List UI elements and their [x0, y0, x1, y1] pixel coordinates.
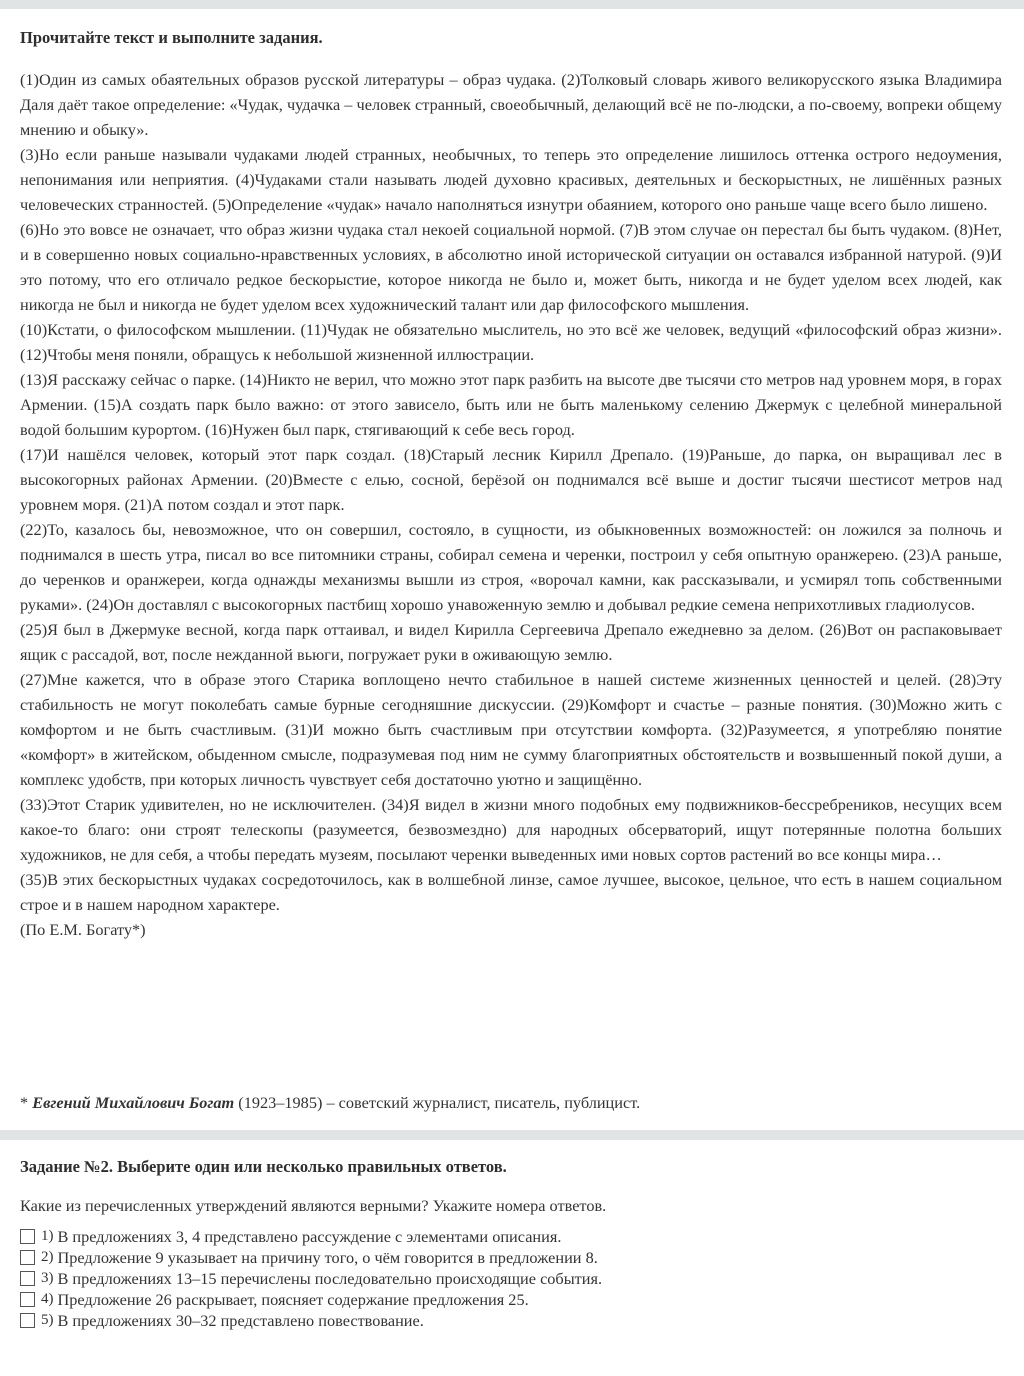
task-2-title: Задание №2. Выберите один или несколько правильных ответов. — [20, 1157, 507, 1176]
checkbox[interactable] — [20, 1229, 35, 1244]
option-text: В предложениях 3, 4 представлено рассуждение с элементами описания. — [57, 1226, 562, 1246]
checkbox[interactable] — [20, 1292, 35, 1307]
option-text: В предложениях 30–32 представлено повествование. — [57, 1310, 424, 1330]
paragraph: (17)И нашёлся человек, который этот парк создал. (18)Старый лесник Кирилл Дрепало. (19)Раньше, до парка, он выращивал лес в высокогорных районах Армении. (20)Вместе с елью, сосной, берёзой он поднимался всё выше и достиг тысячи шестисот метров над уровнем моря. (21)А потом создал и этот парк. — [20, 445, 1002, 514]
answer-options — [20, 1226, 602, 1331]
section-divider — [0, 1130, 1024, 1140]
paragraph: (25)Я был в Джермуке весной, когда парк оттаивал, и видел Кирилла Сергеевича Дрепало ежедневно за делом. (26)Вот он распаковывает ящик с рассадой, вот, после нежданной вьюги, погружает руки в оживающую землю. — [20, 620, 1002, 664]
option-text: Предложение 26 раскрывает, поясняет содержание предложения 25. — [57, 1289, 529, 1309]
footnote-text: (1923–1985) – советский журналист, писатель, публицист. — [234, 1093, 641, 1112]
reading-text — [20, 67, 1002, 942]
checkbox[interactable] — [20, 1313, 35, 1328]
option-text: Предложение 9 указывает на причину того, о чём говорится в предложении 8. — [57, 1247, 598, 1267]
option-number: 2) — [41, 1249, 54, 1265]
paragraph: (35)В этих бескорыстных чудаках сосредоточилось, как в волшебной линзе, самое лучшее, высокое, цельное, что есть в нашем социальном строе и в нашем народном характере. — [20, 870, 1002, 914]
paragraph: (13)Я расскажу сейчас о парке. (14)Никто не верил, что можно этот парк разбить на высоте две тысячи сто метров над уровнем моря, в горах Армении. (15)А создать парк было важно: от этого зависело, быть или не быть маленькому селению Джермук с целебной минеральной водой большим курортом. (16)Нужен был парк, стягивающий к себе весь город. — [20, 370, 1002, 439]
paragraph: (6)Но это вовсе не означает, что образ жизни чудака стал некоей социальной нормой. (7)В этом случае он перестал бы быть чудаком. (8)Нет, и в совершенно новых социально-нравственных условиях, в абсолютно иной исторической ситуации он оставался избранной натурой. (9)И это потому, что его отличало редкое бескорыстие, которое никогда не было и, может быть, никогда и не будет уделом всех людей, как никогда не был и никогда не будет уделом всех художнический талант или дар философского мышления. — [20, 220, 1002, 314]
paragraph: (10)Кстати, о философском мышлении. (11)Чудак не обязательно мыслитель, но это всё же человек, ведущий «философский образ жизни». (12)Чтобы меня поняли, обращусь к небольшой жизненной иллюстрации. — [20, 320, 1002, 364]
paragraph: (3)Но если раньше называли чудаками людей странных, необычных, то теперь это определение лишилось оттенка острого недоумения, непонимания или неприятия. (4)Чудаками стали называть людей духовно красивых, деятельных и бескорыстных, не лишённых разных человеческих странностей. (5)Определение «чудак» начало наполняться изнутри обаянием, которого оно раньше чаще всего было лишено. — [20, 145, 1002, 214]
option-text: В предложениях 13–15 перечислены последовательно происходящие события. — [57, 1268, 603, 1288]
option-number: 4) — [41, 1291, 54, 1307]
answer-option-3[interactable] — [20, 1268, 602, 1289]
option-number: 3) — [41, 1270, 54, 1286]
paragraph: (1)Один из самых обаятельных образов русской литературы – образ чудака. (2)Толковый словарь живого великорусского языка Владимира Даля даёт такое определение: «Чудак, чудачка – человек странный, своеобычный, делающий всё не по-людски, а по-своему, вопреки общему мнению и обыку». — [20, 70, 1002, 139]
checkbox[interactable] — [20, 1250, 35, 1265]
answer-option-4[interactable] — [20, 1289, 602, 1310]
footnote-marker: * — [20, 1093, 29, 1112]
top-divider — [0, 0, 1024, 9]
answer-option-2[interactable] — [20, 1247, 602, 1268]
option-number: 1) — [41, 1228, 54, 1244]
footnote-author: Евгений Михайлович Богат — [32, 1093, 235, 1112]
paragraph: (33)Этот Старик удивителен, но не исключителен. (34)Я видел в жизни много подобных ему подвижников-бессребреников, несущих всем какое-то благо: они строят телескопы (разумеется, безвозмездно) для народных обсерваторий, ищут потерянные полотна больших художников, не для себя, а чтобы передать музеям, посылают черенки выведенных ими новых сортов растений во все концы мира… — [20, 795, 1002, 864]
task-2-question: Какие из перечисленных утверждений являются верными? Укажите номера ответов. — [20, 1196, 607, 1215]
checkbox[interactable] — [20, 1271, 35, 1286]
option-number: 5) — [41, 1312, 54, 1328]
reading-task-title: Прочитайте текст и выполните задания. — [20, 28, 323, 47]
answer-option-5[interactable] — [20, 1310, 602, 1331]
paragraph: (27)Мне кажется, что в образе этого Старика воплощено нечто стабильное в нашей системе жизненных ценностей и целей. (28)Эту стабильность не могут поколебать самые бурные сегодняшние дискуссии. (29)Комфорт и счастье – разные понятия. (30)Можно жить с комфортом и не быть счастливым. (31)И можно быть счастливым при отсутствии комфорта. (32)Разумеется, я употребляю понятие «комфорт» в житейском, обыденном смысле, подразумевая под ним не сумму благоприятных обстоятельств и возвышенный покой души, а комплекс удобств, при которых личность чувствует себя достаточно уютно и защищённо. — [20, 670, 1002, 789]
author-footnote — [20, 1092, 1010, 1114]
answer-option-1[interactable] — [20, 1226, 602, 1247]
paragraph: (22)То, казалось бы, невозможное, что он совершил, состояло, в сущности, из обыкновенных возможностей: он ложился за полночь и поднимался в шесть утра, писал во все питомники страны, собирал семена и черенки, построил у себя опытную оранжерею. (23)А раньше, до черенков и оранжереи, когда однажды механизмы вышли из строя, «ворочал камни, как рассказывали, и усмирял топь собственными руками». (24)Он доставлял с высокогорных пастбищ хорошо унавоженную землю и добывал редкие семена неприхотливых гладиолусов. — [20, 520, 1002, 614]
text-source: (По Е.М. Богату*) — [20, 920, 146, 939]
